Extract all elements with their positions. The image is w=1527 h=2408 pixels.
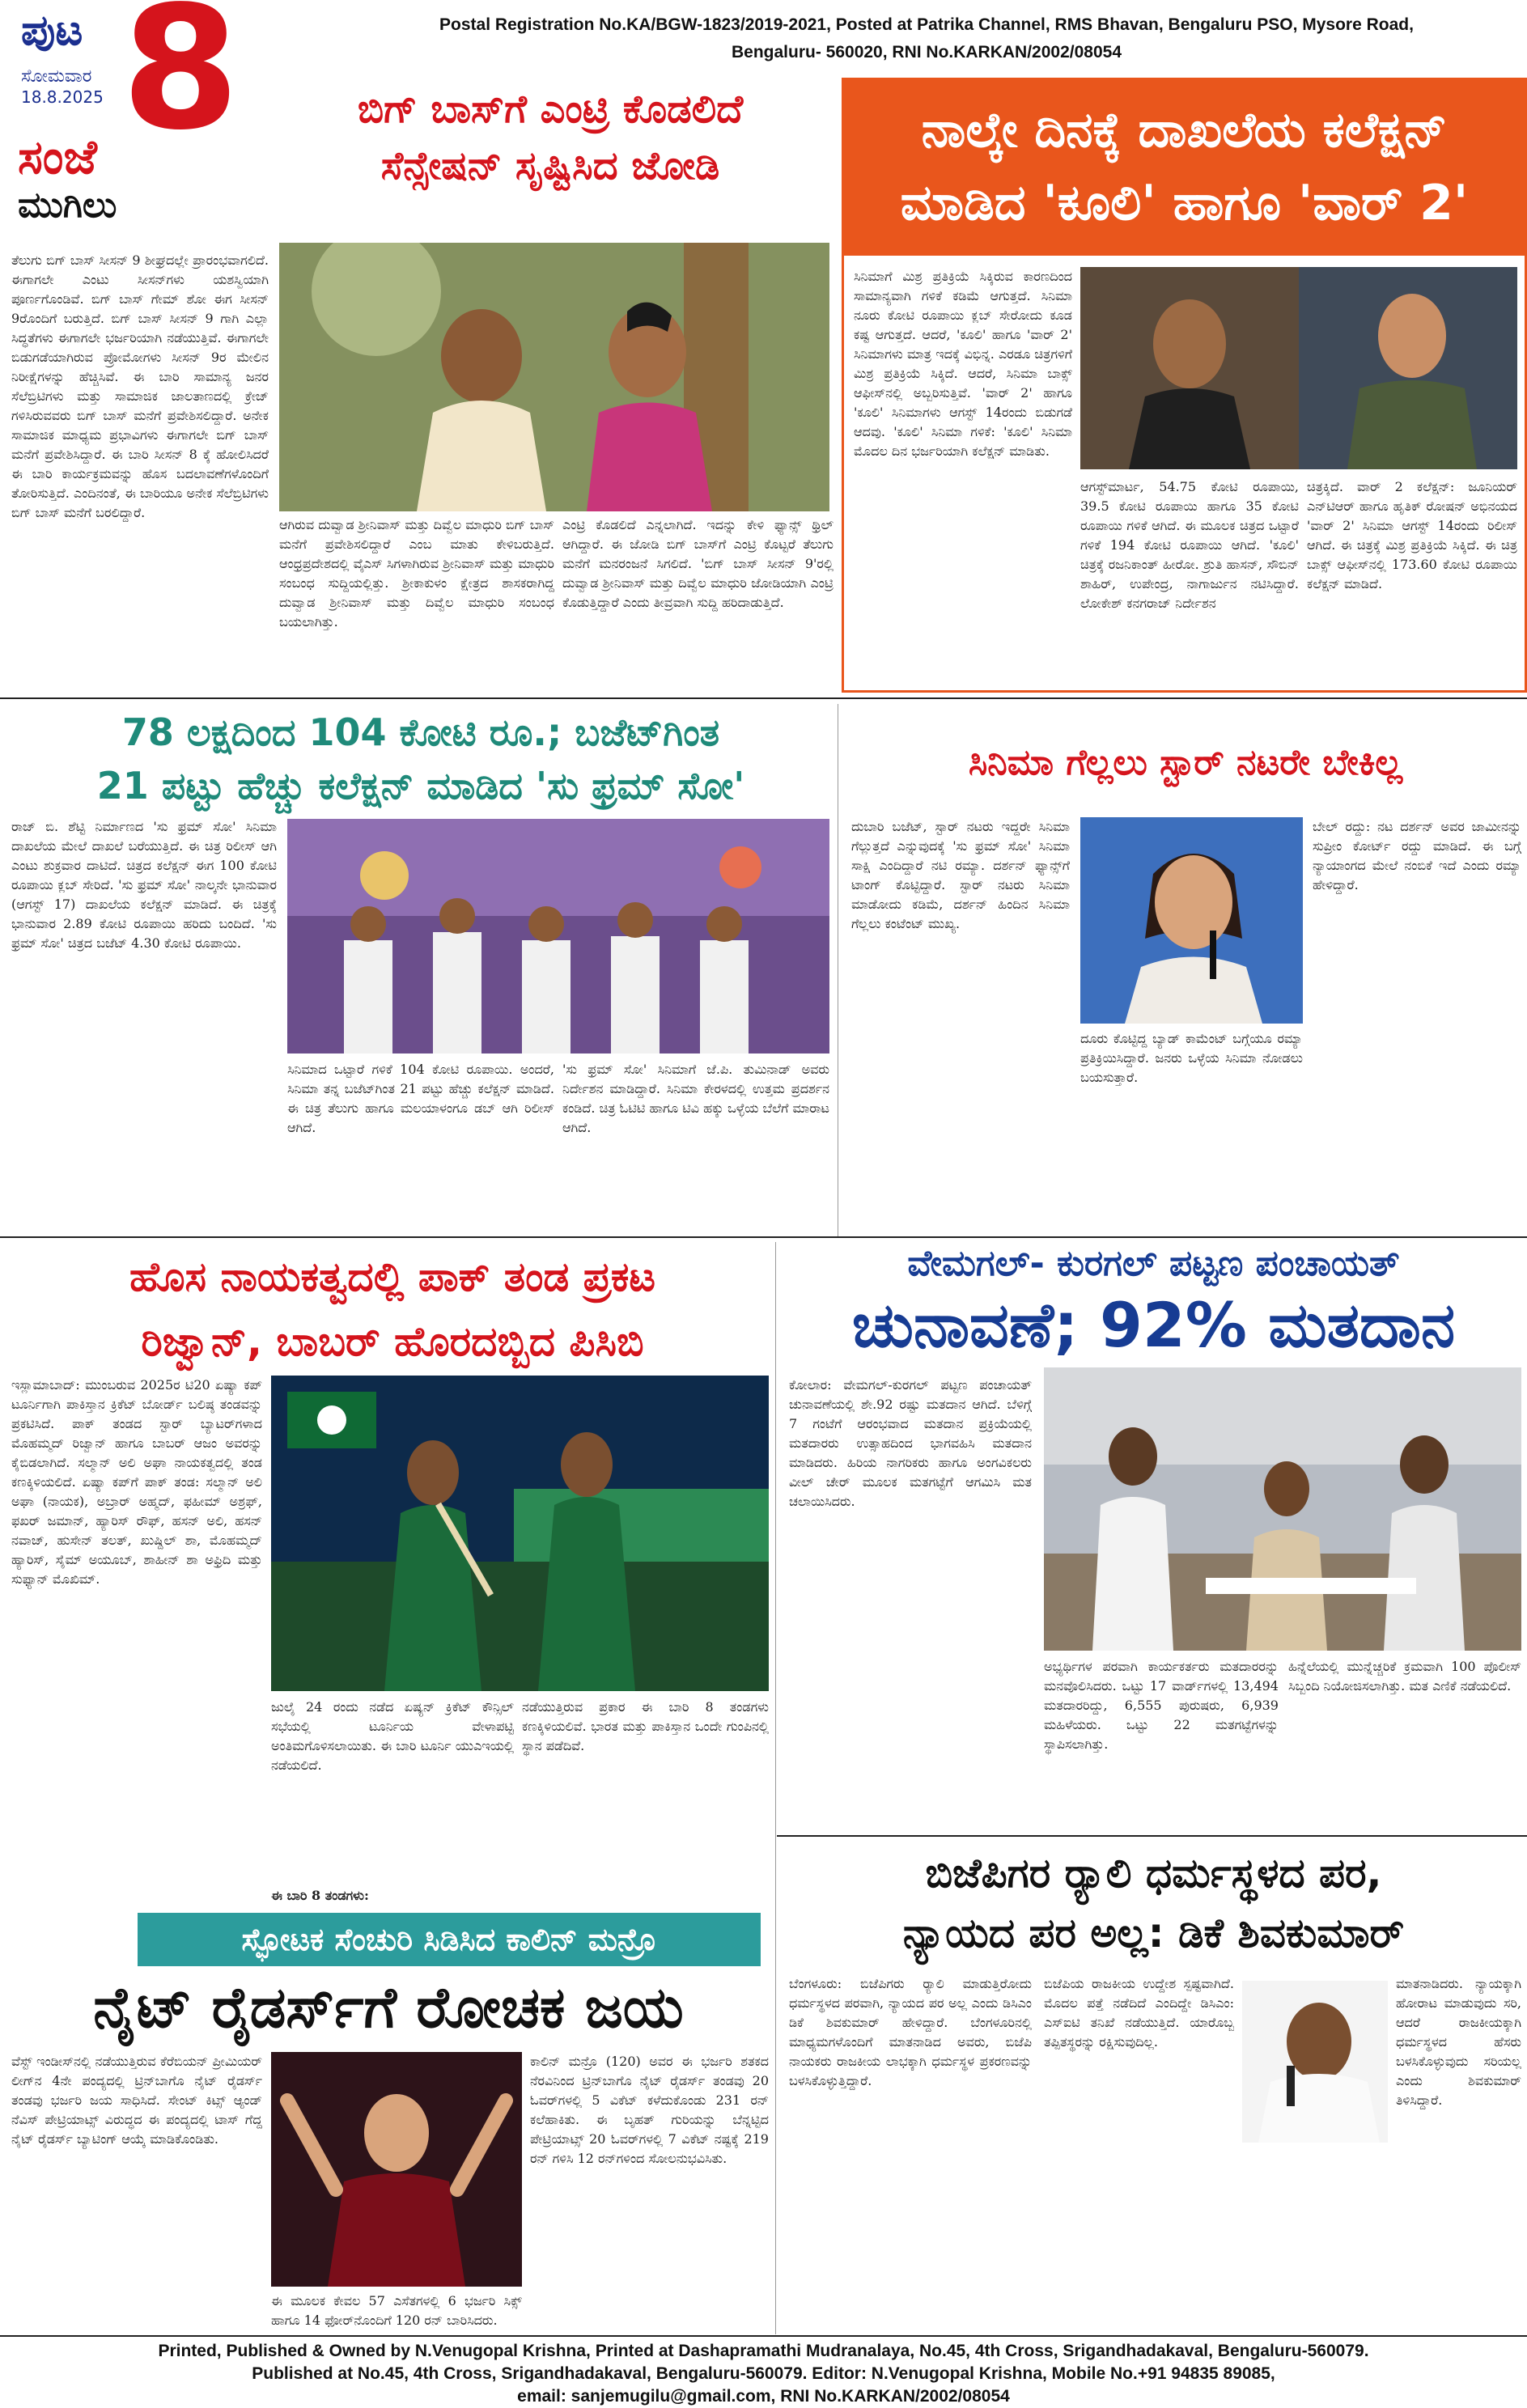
- story7-headline: ನೈಟ್ ರೈಡರ್ಸ್‌ಗೆ ರೋಚಕ ಜಯ: [93, 1974, 684, 2041]
- divider: [777, 1835, 1527, 1837]
- story1-col3: ಎಂಟ್ರಿ ಕೊಡಲಿದೆ ಎನ್ನಲಾಗಿದೆ. ಇದನ್ನು ಕೇಳಿ ಫ್ಯಾನ್ಸ್ ಥ್ರಿಲ್ ಆಗಿದ್ದಾರೆ. ಈ ಜೋಡಿ ಬಿಗ್ ಬಾಸ್‌ಗೆ ಎಂಟ್ರಿ ಕೊಟ್ಟರೆ ತೆಲುಗು ಮನೆಗೆ ಮನರಂಜನೆ ಸಿಗಲಿದೆ. 'ಬಿಗ್ ಬಾಸ್ ಸೀಸನ್ 9'ರಲ್ಲಿ ದುವ್ವಾಡ ಶ್ರೀನಿವಾಸ್ ಮತ್ತು ದಿವ್ವೆಲ ಮಾಧುರಿ ಜೋಡಿಯಾಗಿ ಎಂಟ್ರಿ ಕೊಡುತ್ತಿದ್ದಾರೆ ಎಂದು ತೀವ್ರವಾಗಿ ಸುದ್ದಿ ಹರಿದಾಡುತ್ತಿದೆ.: [562, 517, 833, 610]
- footer-line-2: Published at No.45, 4th Cross, Srigandhadakaval, Bengaluru-560079. Editor: N.Venugopal Krishna, Mobile No.+91 94835 89085,: [252, 2364, 1275, 2383]
- story8-col2: ಬಿಜೆಪಿಯ ರಾಜಕೀಯ ಉದ್ದೇಶ ಸ್ಪಷ್ಟವಾಗಿದೆ. ಮೊದಲ ಪತ್ತೆ ನಡೆದಿದೆ ಎಂದಿದ್ದೇ ಡಿಸಿಎಂ: ಎಸ್‌ಐಟಿ ತನಿಖೆ ನಡೆಯುತ್ತಿದೆ. ಯಾರೊಬ್ಬ ತಪ್ಪಿತಸ್ಥರನ್ನು ರಕ್ಷಿಸುವುದಿಲ್ಲ.: [1044, 1976, 1234, 2050]
- story2-col2: ಆಗಸ್ಟ್‌ಮಾರ್ಟ, 54.75 ಕೋಟಿ ರೂಪಾಯಿ, 39.5 ಕೋಟಿ ರೂಪಾಯಿ ಹಾಗೂ 35 ಕೋಟಿ ರೂಪಾಯಿ ಗಳಿಕೆ ಆಗಿದೆ. ಈ ಮೂಲಕ ಚಿತ್ರದ ಒಟ್ಟಾರೆ ಗಳಿಕೆ 194 ಕೋಟಿ ರೂಪಾಯಿ ಆಗಿದೆ. 'ಕೂಲಿ' ಚಿತ್ರಕ್ಕೆ ರಜನಿಕಾಂತ್ ಹೀರೋ. ಶ್ರುತಿ ಹಾಸನ್, ಸೌಬಿನ್ ಶಾಹಿರ್, ಉಪೇಂದ್ರ, ನಾಗಾರ್ಜುನ ನಟಿಸಿದ್ದಾರೆ. ಲೋಕೇಶ್ ಕನಗರಾಜ್ ನಿರ್ದೇಶನ: [1080, 479, 1299, 611]
- story2-headline-line2: ಮಾಡಿದ 'ಕೂಲಿ' ಹಾಗೂ 'ವಾರ್ 2': [900, 175, 1469, 231]
- story1-headline-line2: ಸೆನ್ಸೇಷನ್ ಸೃಷ್ಟಿಸಿದ ಜೋಡಿ: [380, 143, 720, 189]
- story8-headline-line1: ಬಿಜೆಪಿಗರ ರ‍್ಯಾಲಿ ಧರ್ಮಸ್ಥಳದ ಪರ,: [925, 1850, 1382, 1897]
- story2-photo: [1080, 267, 1517, 469]
- story3-photo: [287, 819, 829, 1054]
- story4-col2: ದೂರು ಕೊಟ್ಟಿದ್ದ ಬ್ಯಾಡ್ ಕಾಮೆಂಟ್ ಬಗ್ಗೆಯೂ ರಮ್ಯಾ ಪ್ರತಿಕ್ರಿಯಿಸಿದ್ದಾರೆ. ಜನರು ಒಳ್ಳೆಯ ಸಿನಿಮಾ ನೋಡಲು ಬಯಸುತ್ತಾರೆ.: [1080, 1031, 1303, 1085]
- story8-col1: ಬೆಂಗಳೂರು: ಬಿಜೆಪಿಗರು ರ‍್ಯಾಲಿ ಮಾಡುತ್ತಿರೋದು ಧರ್ಮಸ್ಥಳದ ಪರವಾಗಿ, ನ್ಯಾಯದ ಪರ ಅಲ್ಲ ಎಂದು ಡಿಸಿಎಂ ಡಿಕೆ ಶಿವಕುಮಾರ್ ಹೇಳಿದ್ದಾರೆ. ಬೆಂಗಳೂರಿನಲ್ಲಿ ಮಾಧ್ಯಮಗಳೊಂದಿಗೆ ಮಾತನಾಡಿದ ಅವರು, ಬಿಜೆಪಿ ನಾಯಕರು ರಾಜಕೀಯ ಲಾಭಕ್ಕಾಗಿ ಧರ್ಮಸ್ಥಳ ಪ್ರಕರಣವನ್ನು ಬಳಸಿಕೊಳ್ಳುತ್ತಿದ್ದಾರೆ.: [789, 1976, 1032, 2088]
- story4-col1: ದುಬಾರಿ ಬಜೆಟ್, ಸ್ಟಾರ್ ನಟರು ಇದ್ದರೇ ಸಿನಿಮಾ ಗೆಲ್ಲುತ್ತದೆ ಎನ್ನುವುದಕ್ಕೆ 'ಸು ಫ್ರಮ್ ಸೋ' ಸಿನಿಮಾ ಸಾಕ್ಷಿ ಎಂದಿದ್ದಾರೆ ನಟಿ ರಮ್ಯಾ. ದರ್ಶನ್ ಫ್ಯಾನ್ಸ್‌ಗೆ ಟಾಂಗ್ ಕೊಟ್ಟಿದ್ದಾರೆ. ಸ್ಟಾರ್ ನಟರು ಸಿನಿಮಾ ಮಾಡೋದು ಕಡಿಮೆ, ದರ್ಶನ್ ಹಿಂದಿನ ಸಿನಿಮಾ ಗೆಲ್ಲಲು ಕಂಟೆಂಟ್ ಮುಖ್ಯ.: [851, 819, 1070, 931]
- story1-headline-line1: ಬಿಗ್ ಬಾಸ್‌ಗೆ ಎಂಟ್ರಿ ಕೊಡಲಿದೆ: [357, 87, 744, 132]
- story5-headline: [8, 1244, 777, 1374]
- story2-col1: ಸಿನಿಮಾಗೆ ಮಿಶ್ರ ಪ್ರತಿಕ್ರಿಯೆ ಸಿಕ್ಕಿರುವ ಕಾರಣದಿಂದ ಸಾಮಾನ್ಯವಾಗಿ ಗಳಿಕೆ ಕಡಿಮೆ ಆಗುತ್ತದೆ. ಸಿನಿಮಾ ನೂರು ಕೋಟಿ ರೂಪಾಯಿ ಕ್ಲಬ್ ಸೇರೋದು ಕೂಡ ಕಷ್ಟ ಆಗುತ್ತದೆ. ಆದರೆ, 'ಕೂಲಿ' ಹಾಗೂ 'ವಾರ್ 2' ಸಿನಿಮಾಗಳು ಮಾತ್ರ ಇದಕ್ಕೆ ವಿಭಿನ್ನ. ಎರಡೂ ಚಿತ್ರಗಳಿಗೆ ಮಿಶ್ರ ಪ್ರತಿಕ್ರಿಯೆ ಸಿಕ್ಕಿದೆ. ಆದರೆ, ಸಿನಿಮಾ ಬಾಕ್ಸ್ ಆಫೀಸ್‌ನಲ್ಲಿ ಅಬ್ಬರಿಸುತ್ತಿವೆ. 'ವಾರ್ 2' ಹಾಗೂ 'ಕೂಲಿ' ಸಿನಿಮಾಗಳು ಆಗಸ್ಟ್ 14ರಂದು ಬಿಡುಗಡೆ ಆದವು. 'ಕೂಲಿ' ಸಿನಿಮಾ ಗಳಿಕೆ: 'ಕೂಲಿ' ಸಿನಿಮಾ ಮೊದಲ ದಿನ ಭರ್ಜರಿಯಾಗಿ ಕಲೆಕ್ಷನ್ ಮಾಡಿತು.: [854, 269, 1072, 459]
- story3-col2: ಸಿನಿಮಾದ ಒಟ್ಟಾರೆ ಗಳಿಕೆ 104 ಕೋಟಿ ರೂಪಾಯಿ. ಅಂದರೆ, ಸಿನಿಮಾ ತನ್ನ ಬಜೆಟ್‌ಗಿಂತ 21 ಪಟ್ಟು ಹೆಚ್ಚು ಕಲೆಕ್ಷನ್ ಮಾಡಿದೆ. ಈ ಚಿತ್ರ ತೆಲುಗು ಹಾಗೂ ಮಲಯಾಳಂಗೂ ಡಬ್ ಆಗಿ ರಿಲೀಸ್ ಆಗಿದೆ.: [287, 1062, 554, 1135]
- date-label: 18.8.2025: [21, 87, 104, 107]
- story3-headline: [8, 706, 833, 812]
- story6-headline1: ವೇಮಗಲ್- ಕುರಗಲ್ ಪಟ್ಟಣ ಪಂಚಾಯತ್: [907, 1243, 1400, 1284]
- paper-name-line2: ಮುಗಿಲು: [18, 184, 117, 226]
- story1-col1: ತೆಲುಗು ಬಿಗ್ ಬಾಸ್ ಸೀಸನ್ 9 ಶೀಘ್ರದಲ್ಲೇ ಪ್ರಾರಂಭವಾಗಲಿದೆ. ಈಗಾಗಲೇ ಎಂಟು ಸೀಸನ್‌ಗಳು ಯಶಸ್ವಿಯಾಗಿ ಪೂರ್ಣಗೊಂಡಿವೆ. ಬಿಗ್ ಬಾಸ್ ಗೇಮ್ ಶೋ ಈಗ ಸೀಸನ್ 9ರೊಂದಿಗೆ ಬರುತ್ತಿದೆ. ಬಿಗ್ ಬಾಸ್ ಸೀಸನ್ 9 ಗಾಗಿ ಎಲ್ಲಾ ಸಿದ್ಧತೆಗಳು ಈಗಾಗಲೇ ಭರ್ಜರಿಯಾಗಿ ನಡೆಯುತ್ತಿವೆ. ಈಗಾಗಲೇ ಬಿಡುಗಡೆಯಾಗಿರುವ ಪ್ರೋಮೋಗಳು ಸೀಸನ್ 9ರ ಮೇಲಿನ ನಿರೀಕ್ಷೆಗಳನ್ನು ಹೆಚ್ಚಿಸಿವೆ. ಈ ಬಾರಿ ಸಾಮಾನ್ಯ ಜನರ ಸೆಲೆಬ್ರಿಟಿಗಳು ಮತ್ತು ಸಾಮಾಜಿಕ ಜಾಲತಾಣದಲ್ಲಿ ಕ್ರೇಜ್ ಗಳಿಸಿರುವವರು ಬಿಗ್ ಬಾಸ್ ಮನೆಗೆ ಪ್ರವೇಶಿಸಲಿದ್ದಾರೆ. ಅನೇಕ ಸಾಮಾಜಿಕ ಮಾಧ್ಯಮ ಪ್ರಭಾವಿಗಳು ಈಗಾಗಲೇ ಬಿಗ್ ಬಾಸ್ ಮನೆಗೆ ಪ್ರವೇಶಿಸಿದ್ದಾರೆ. ಈ ಬಾರಿ ಸೀಸನ್ 8 ಕ್ಕೆ ಹೋಲಿಸಿದರೆ ಈ ಬಾರಿ ಕಾರ್ಯಕ್ರಮವನ್ನು ಹೊಸ ಬದಲಾವಣೆಗಳೊಂದಿಗೆ ತೋರಿಸುತ್ತಿದೆ. ಎಂದಿನಂತೆ, ಈ ಬಾರಿಯೂ ಅನೇಕ ಸೆಲೆಬ್ರಿಟಿಗಳು ಬಿಗ್ ಬಾಸ್ ಮನೆಗೆ ಬರಲಿದ್ದಾರೆ.: [11, 252, 269, 520]
- story6-col2: ಅಭ್ಯರ್ಥಿಗಳ ಪರವಾಗಿ ಕಾರ್ಯಕರ್ತರು ಮತದಾರರನ್ನು ಮನವೊಲಿಸಿದರು. ಒಟ್ಟು 17 ವಾರ್ಡ್‌ಗಳಲ್ಲಿ 13,494 ಮತದಾರರಿದ್ದು, 6,555 ಪುರುಷರು, 6,939 ಮಹಿಳೆಯರು. ಒಟ್ಟು 22 ಮತಗಟ್ಟೆಗಳನ್ನು ಸ್ಥಾಪಿಸಲಾಗಿತ್ತು.: [1044, 1659, 1279, 1752]
- story7-col1: ವೆಸ್ಟ್ ಇಂಡೀಸ್‌ನಲ್ಲಿ ನಡೆಯುತ್ತಿರುವ ಕೆರೆಬಿಯನ್ ಪ್ರೀಮಿಯರ್ ಲೀಗ್‌ನ 4ನೇ ಪಂದ್ಯದಲ್ಲಿ ಟ್ರಿನ್‌ಬಾಗೊ ನೈಟ್ ರೈಡರ್ಸ್ ತಂಡವು ಭರ್ಜರಿ ಜಯ ಸಾಧಿಸಿದೆ. ಸೇಂಟ್ ಕಿಟ್ಸ್ ಆ್ಯಂಡ್ ನೆವಿಸ್ ಪೇಟ್ರಿಯಾಟ್ಸ್ ವಿರುದ್ಧದ ಈ ಪಂದ್ಯದಲ್ಲಿ ಟಾಸ್ ಗೆದ್ದ ನೈಟ್ ರೈಡರ್ಸ್ ಬ್ಯಾಟಿಂಗ್ ಆಯ್ಕೆ ಮಾಡಿಕೊಂಡಿತು.: [11, 2054, 262, 2147]
- story6-col3: ಹಿನ್ನೆಲೆಯಲ್ಲಿ ಮುನ್ನೆಚ್ಚರಿಕೆ ಕ್ರಮವಾಗಿ 100 ಪೊಲೀಸ್ ಸಿಬ್ಬಂದಿ ನಿಯೋಜಿಸಲಾಗಿತ್ತು. ಮತ ಎಣಿಕೆ ನಡೆಯಲಿದೆ.: [1288, 1659, 1521, 1694]
- story3-headline-line1: 78 ಲಕ್ಷದಿಂದ 104 ಕೋಟಿ ರೂ.; ಬಜೆಟ್‌ಗಿಂತ: [121, 710, 720, 754]
- story8-headline-line2: ನ್ಯಾಯದ ಪರ ಅಲ್ಲ: ಡಿಕೆ ಶಿವಕುಮಾರ್: [902, 1910, 1405, 1956]
- postal-line-2: Bengaluru- 560020, RNI No.KARKAN/2002/08054: [731, 43, 1122, 61]
- story6-headline2: ಚುನಾವಣೆ; 92% ಮತದಾನ: [851, 1289, 1456, 1361]
- postal-line-1: Postal Registration No.KA/BGW-1823/2019-2021, Posted at Patrika Channel, RMS Bhavan, Bengaluru PSO, Mysore Road,: [439, 15, 1414, 34]
- story4-headline: ಸಿನಿಮಾ ಗೆಲ್ಲಲು ಸ್ಟಾರ್ ನಟರೇ ಬೇಕಿಲ್ಲ: [968, 742, 1403, 783]
- postal-registration: [340, 11, 1513, 68]
- story6-col1: ಕೋಲಾರ: ವೇಮಗಲ್-ಕುರಗಲ್ ಪಟ್ಟಣ ಪಂಚಾಯತ್ ಚುನಾವಣೆಯಲ್ಲಿ ಶೇ.92 ರಷ್ಟು ಮತದಾನ ಆಗಿದೆ. ಬೆಳಿಗ್ಗೆ 7 ಗಂಟೆಗೆ ಆರಂಭವಾದ ಮತದಾನ ಪ್ರಕ್ರಿಯೆಯಲ್ಲಿ ಮತದಾರರು ಉತ್ಸಾಹದಿಂದ ಭಾಗವಹಿಸಿ ಮತದಾನ ಮಾಡಿದರು. ಹಿರಿಯ ನಾಗರಿಕರು ಹಾಗೂ ಅಂಗವಿಕಲರು ವೀಲ್ ಚೇರ್ ಮೂಲಕ ಮತಗಟ್ಟೆಗೆ ಆಗಮಿಸಿ ಮತ ಚಲಾಯಿಸಿದರು.: [789, 1377, 1032, 1509]
- story8-headline: [783, 1843, 1524, 1963]
- divider: [0, 2335, 1527, 2337]
- story7-tag: ಸ್ಫೋಟಕ ಸೆಂಚುರಿ ಸಿಡಿಸಿದ ಕಾಲಿನ್ ಮನ್ರೊ: [138, 1913, 761, 1966]
- story1-photo: [279, 243, 829, 511]
- page-label: ಪುಟ: [21, 6, 83, 55]
- footer-line-3: email: sanjemugilu@gmail.com, RNI No.KARKAN/2002/08054: [517, 2387, 1010, 2406]
- story7-col3: ಕಾಲಿನ್ ಮನ್ರೊ (120) ಅವರ ಈ ಭರ್ಜರಿ ಶತಕದ ನೆರವಿನಿಂದ ಟ್ರಿನ್‌ಬಾಗೊ ನೈಟ್ ರೈಡರ್ಸ್ ತಂಡವು 20 ಓವರ್‌ಗಳಲ್ಲಿ 5 ವಿಕೆಟ್ ಕಳೆದುಕೊಂಡು 231 ರನ್ ಕಲೆಹಾಕಿತು. ಈ ಬೃಹತ್ ಗುರಿಯನ್ನು ಬೆನ್ನಟ್ಟಿದ ಪೇಟ್ರಿಯಾಟ್ಸ್ 20 ಓವರ್‌ಗಳಲ್ಲಿ 7 ವಿಕೆಟ್ ನಷ್ಟಕ್ಕೆ 219 ರನ್ ಗಳಿಸಿ 12 ರನ್‌ಗಳಿಂದ ಸೋಲನುಭವಿಸಿತು.: [530, 2054, 769, 2166]
- page-number: 8: [121, 0, 240, 167]
- story3-col1: ರಾಜ್ ಬಿ. ಶೆಟ್ಟಿ ನಿರ್ಮಾಣದ 'ಸು ಫ್ರಮ್ ಸೋ' ಸಿನಿಮಾ ದಾಖಲೆಯ ಮೇಲೆ ದಾಖಲೆ ಬರೆಯುತ್ತಿದೆ. ಈ ಚಿತ್ರ ರಿಲೀಸ್ ಆಗಿ ಎಂಟು ಶುಕ್ರವಾರ ದಾಟಿದೆ. ಚಿತ್ರದ ಕಲೆಕ್ಷನ್ ಈಗ 100 ಕೋಟಿ ರೂಪಾಯಿ ಕ್ಲಬ್ ಸೇರಿದೆ. 'ಸು ಫ್ರಮ್ ಸೋ' ನಾಲ್ಕನೇ ಭಾನುವಾರ (ಆಗಸ್ಟ್ 17) ದಾಖಲೆಯ ಕಲೆಕ್ಷನ್ ಮಾಡಿದೆ. ಈ ಚಿತ್ರಕ್ಕೆ ಭಾನುವಾರ 2.89 ಕೋಟಿ ರೂಪಾಯಿ ಹರಿದು ಬಂದಿದೆ. 'ಸು ಫ್ರಮ್ ಸೋ' ಚಿತ್ರದ ಬಜೆಟ್ 4.30 ಕೋಟಿ ರೂಪಾಯಿ.: [11, 819, 277, 951]
- story2-headline-line1: ನಾಲ್ಕೇ ದಿನಕ್ಕೆ ದಾಖಲೆಯ ಕಲೆಕ್ಷನ್: [921, 102, 1448, 159]
- footer-line-1: Printed, Published & Owned by N.Venugopal Krishna, Printed at Dashapramathi Mudranalaya, No.45, 4th Cross, Srigandhadakaval, Bengaluru-560079.: [158, 2342, 1369, 2360]
- story7-photo: [271, 2052, 522, 2287]
- footer-imprint: [0, 2340, 1527, 2408]
- story5-headline-line1: ಹೊಸ ನಾಯಕತ್ವದಲ್ಲಿ ಪಾಕ್ ತಂಡ ಪ್ರಕಟ: [129, 1253, 656, 1300]
- story6-photo: [1044, 1367, 1521, 1651]
- story2-header: [842, 78, 1527, 256]
- story2-col3: ಚಿತ್ರಕ್ಕಿದೆ. ವಾರ್ 2 ಕಲೆಕ್ಷನ್: ಜೂನಿಯರ್ ಎನ್‌ಟಿಆರ್ ಹಾಗೂ ಹೃತಿಕ್ ರೋಷನ್ ಅಭಿನಯದ 'ವಾರ್ 2' ಸಿನಿಮಾ ಆಗಸ್ಟ್ 14ರಂದು ರಿಲೀಸ್ ಆಗಿದೆ. ಈ ಚಿತ್ರಕ್ಕೆ ಮಿಶ್ರ ಪ್ರತಿಕ್ರಿಯೆ ಸಿಕ್ಕಿದೆ. ಈ ಚಿತ್ರ ಬಾಕ್ಸ್ ಆಫೀಸ್‌ನಲ್ಲಿ 173.60 ಕೋಟಿ ರೂಪಾಯಿ ಕಲೆಕ್ಷನ್ ಮಾಡಿದೆ.: [1307, 479, 1517, 591]
- story5-col2: ಜುಲೈ 24 ರಂದು ನಡೆದ ಏಷ್ಯನ್ ಕ್ರಿಕೆಟ್ ಕೌನ್ಸಿಲ್ ಸಭೆಯಲ್ಲಿ ಟೂರ್ನಿಯ ವೇಳಾಪಟ್ಟಿ ಅಂತಿಮಗೊಳಿಸಲಾಯಿತು. ಈ ಬಾರಿ ಟೂರ್ನಿ ಯುಎಇಯಲ್ಲಿ ನಡೆಯಲಿದೆ.: [271, 1699, 514, 1773]
- story4-col3: ಬೇಲ್ ರದ್ದು: ನಟ ದರ್ಶನ್ ಅವರ ಜಾಮೀನನ್ನು ಸುಪ್ರೀಂ ಕೋರ್ಟ್ ರದ್ದು ಮಾಡಿದೆ. ಈ ಬಗ್ಗೆ ನ್ಯಾಯಾಂಗದ ಮೇಲೆ ನಂಬಿಕೆ ಇದೆ ಎಂದು ರಮ್ಯಾ ಹೇಳಿದ್ದಾರೆ.: [1313, 819, 1521, 892]
- story3-col3: 'ಸು ಫ್ರಮ್ ಸೋ' ಸಿನಿಮಾಗೆ ಜೆ.ಪಿ. ತುಮಿನಾಡ್ ಅವರು ನಿರ್ದೇಶನ ಮಾಡಿದ್ದಾರೆ. ಸಿನಿಮಾ ಕೇರಳದಲ್ಲಿ ಉತ್ತಮ ಪ್ರದರ್ಶನ ಕಂಡಿದೆ. ಚಿತ್ರ ಓಟಿಟಿ ಹಾಗೂ ಟಿವಿ ಹಕ್ಕು ಒಳ್ಳೆಯ ಬೆಲೆಗೆ ಮಾರಾಟ ಆಗಿದೆ.: [562, 1062, 829, 1135]
- day-label: ಸೋಮವಾರ: [21, 66, 92, 87]
- divider: [0, 697, 1527, 699]
- story4-photo: [1080, 817, 1303, 1024]
- story2-headline: [842, 94, 1527, 240]
- story1-col2: ಆಗಿರುವ ದುವ್ವಾಡ ಶ್ರೀನಿವಾಸ್ ಮತ್ತು ದಿವ್ವೆಲ ಮಾಧುರಿ ಬಿಗ್ ಬಾಸ್ ಮನೆಗೆ ಪ್ರವೇಶಿಸಲಿದ್ದಾರೆ ಎಂಬ ಮಾತು ಕೇಳಿಬರುತ್ತಿದೆ. ಆಂಧ್ರಪ್ರದೇಶದಲ್ಲಿ ವೈಎಸ್ ಸಿಗಳಾಗಿರುವ ಶ್ರೀನಿವಾಸ್ ಮತ್ತು ಮಾಧುರಿ ಸಂಬಂಧ ಸುದ್ದಿಯಲ್ಲಿತ್ತು. ಶ್ರೀಕಾಕುಳಂ ಕ್ಷೇತ್ರದ ಶಾಸಕರಾಗಿದ್ದ ದುವ್ವಾಡ ಶ್ರೀನಿವಾಸ್ ಮತ್ತು ದಿವ್ವೆಲ ಮಾಧುರಿ ಸಂಬಂಧ ಬಯಲಾಗಿತ್ತು.: [279, 517, 554, 630]
- story5-col3: ನಡೆಯುತ್ತಿರುವ ಪ್ರಕಾರ ಈ ಬಾರಿ 8 ತಂಡಗಳು ಕಣಕ್ಕಿಳಿಯಲಿವೆ. ಭಾರತ ಮತ್ತು ಪಾಕಿಸ್ತಾನ ಒಂದೇ ಗುಂಪಿನಲ್ಲಿ ಸ್ಥಾನ ಪಡೆದಿವೆ.: [522, 1699, 769, 1753]
- story5-photo: [271, 1376, 769, 1691]
- story5-col1: ಇಸ್ಲಾಮಾಬಾದ್: ಮುಂಬರುವ 2025ರ ಟಿ20 ಏಷ್ಯಾ ಕಪ್ ಟೂರ್ನಿಗಾಗಿ ಪಾಕಿಸ್ತಾನ ಕ್ರಿಕೆಟ್ ಬೋರ್ಡ್ ಬಲಿಷ್ಠ ತಂಡವನ್ನು ಪ್ರಕಟಿಸಿದೆ. ಪಾಕ್ ತಂಡದ ಸ್ಟಾರ್ ಬ್ಯಾಟರ್‌ಗಳಾದ ಮೊಹಮ್ಮದ್ ರಿಜ್ವಾನ್ ಹಾಗೂ ಬಾಬರ್ ಆಜಂ ಅವರನ್ನು ಕೈಬಿಡಲಾಗಿದೆ. ಸಲ್ಮಾನ್ ಅಲಿ ಅಘಾ ನಾಯಕತ್ವದಲ್ಲಿ ತಂಡ ಕಣಕ್ಕಿಳಿಯಲಿದೆ. ಏಷ್ಯಾ ಕಪ್‌ಗೆ ಪಾಕ್ ತಂಡ: ಸಲ್ಮಾನ್ ಅಲಿ ಅಘಾ (ನಾಯಕ), ಅಬ್ರಾರ್ ಅಹ್ಮದ್, ಫಹೀಮ್ ಅಶ್ರಫ್, ಫಖರ್ ಜಮಾನ್, ಹ್ಯಾರಿಸ್ ರೌಫ್, ಹಸನ್ ಅಲಿ, ಹಸನ್ ನವಾಜ್, ಹುಸೇನ್ ತಲತ್, ಖುಷ್ದಿಲ್ ಶಾ, ಮೊಹಮ್ಮದ್ ಹ್ಯಾರಿಸ್, ಸೈಮ್ ಅಯೂಬ್, ಶಾಹೀನ್ ಶಾ ಅಫ್ರಿದಿ ಮತ್ತು ಸುಫ್ಯಾನ್ ಮೊಖಿಮ್.: [11, 1377, 262, 1587]
- story3-headline-line2: 21 ಪಟ್ಟು ಹೆಚ್ಚು ಕಲೆಕ್ಷನ್ ಮಾಡಿದ 'ಸು ಫ್ರಮ್ ಸೋ': [96, 764, 745, 808]
- story5-footnote: ಈ ಬಾರಿ 8 ತಂಡಗಳು:: [271, 1888, 369, 1903]
- story8-photo: [1242, 1981, 1388, 2143]
- story5-headline-line2: ರಿಜ್ವಾನ್, ಬಾಬರ್ ಹೊರದಬ್ಬಿದ ಪಿಸಿಬಿ: [141, 1318, 644, 1365]
- paper-name-line1: ಸಂಜೆ: [18, 129, 97, 184]
- story8-col3: ಮಾತನಾಡಿದರು. ನ್ಯಾಯಕ್ಕಾಗಿ ಹೋರಾಟ ಮಾಡುವುದು ಸರಿ, ಆದರೆ ರಾಜಕೀಯಕ್ಕಾಗಿ ಧರ್ಮಸ್ಥಳದ ಹೆಸರು ಬಳಸಿಕೊಳ್ಳುವುದು ಸರಿಯಲ್ಲ ಎಂದು ಶಿವಕುಮಾರ್ ತಿಳಿಸಿದ್ದಾರೆ.: [1396, 1976, 1521, 2108]
- story7-col2: ಈ ಮೂಲಕ ಕೇವಲ 57 ಎಸೆತಗಳಲ್ಲಿ 6 ಭರ್ಜರಿ ಸಿಕ್ಸ್ ಹಾಗೂ 14 ಫೋರ್‌ನೊಂದಿಗೆ 120 ರನ್ ಬಾರಿಸಿದರು.: [271, 2293, 522, 2328]
- column-rule: [775, 1242, 776, 2334]
- story1-headline: [267, 81, 833, 194]
